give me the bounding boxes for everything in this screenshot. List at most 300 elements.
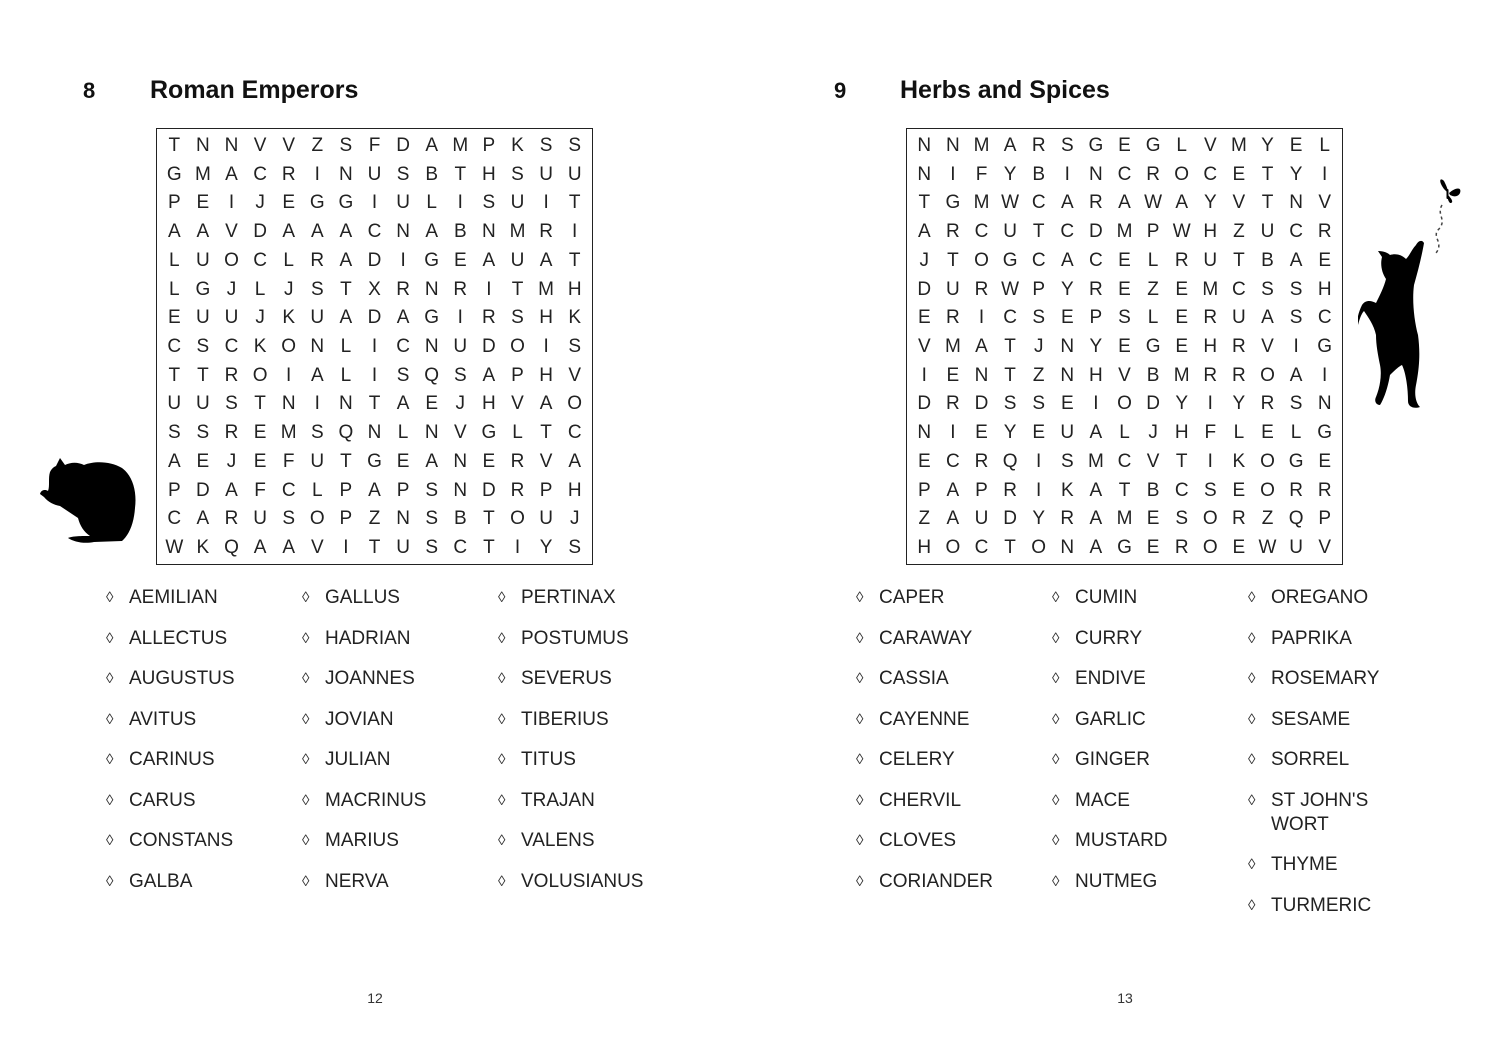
diamond-bullet-icon: ◊ — [498, 832, 506, 849]
grid-letter: L — [283, 249, 294, 271]
grid-letter: C — [1232, 278, 1246, 300]
grid-letter: A — [425, 221, 439, 243]
grid-letter: A — [482, 249, 496, 271]
grid-letter: G — [1145, 134, 1161, 156]
grid-letter: S — [167, 422, 181, 444]
grid-letter: R — [1203, 307, 1218, 329]
grid-letter: C — [974, 221, 989, 243]
word-list-item — [106, 627, 235, 651]
diamond-bullet-icon: ◊ — [1248, 629, 1256, 647]
grid-letter: S — [1289, 393, 1303, 415]
word-list-item — [856, 708, 993, 732]
diamond-bullet-icon: ◊ — [1248, 710, 1256, 728]
diamond-bullet-icon: ◊ — [302, 832, 310, 849]
grid-letter: A — [310, 221, 324, 243]
word-text: SESAME — [1271, 708, 1351, 730]
grid-letter: N — [424, 278, 439, 300]
grid-letter: V — [1261, 335, 1274, 357]
grid-letter: M — [280, 422, 297, 444]
grid-letter: A — [1089, 422, 1103, 444]
grid-letter: Y — [1261, 134, 1274, 156]
grid-letter: U — [510, 192, 525, 214]
word-list-item — [1248, 789, 1379, 837]
grid-letter: L — [254, 278, 266, 300]
word-list-item — [1248, 708, 1379, 732]
grid-letter: G — [367, 450, 382, 472]
grid-letter: I — [950, 422, 956, 444]
puzzle-title: Roman Emperors — [150, 76, 359, 104]
grid-letter: P — [339, 508, 353, 530]
grid-letter: A — [1060, 249, 1074, 271]
grid-letter: L — [1147, 307, 1159, 329]
word-list-item — [106, 789, 235, 813]
grid-letter: H — [1203, 335, 1218, 357]
grid-letter: V — [539, 450, 553, 472]
grid-letter: Z — [1233, 221, 1245, 243]
diamond-bullet-icon: ◊ — [498, 670, 506, 687]
grid-letter: J — [226, 450, 237, 472]
grid-letter: U — [224, 307, 239, 329]
grid-letter: N — [396, 221, 410, 243]
grid-letter: U — [453, 335, 468, 357]
word-text: GALBA — [129, 870, 193, 892]
diamond-bullet-icon: ◊ — [1248, 856, 1256, 873]
word-text: CHERVIL — [879, 789, 962, 811]
grid-letter: R — [224, 364, 239, 386]
grid-letter: L — [397, 422, 409, 444]
grid-letter: M — [1087, 450, 1104, 472]
grid-letter: E — [1232, 479, 1246, 501]
word-text: TIBERIUS — [521, 708, 609, 730]
grid-letter: E — [917, 307, 931, 329]
grid-letter: N — [196, 134, 210, 156]
grid-letter: R — [1089, 278, 1103, 300]
grid-letter: R — [1174, 249, 1189, 271]
grid-letter: R — [1089, 192, 1103, 214]
grid-letter: L — [426, 192, 437, 214]
grid-letter: N — [1317, 393, 1332, 415]
grid-letter: R — [281, 163, 296, 185]
grid-letter: N — [917, 422, 932, 444]
grid-letter: P — [1146, 221, 1160, 243]
diamond-bullet-icon: ◊ — [1248, 896, 1256, 914]
grid-letter: S — [310, 422, 324, 444]
grid-letter: I — [543, 335, 549, 357]
grid-letter: T — [568, 192, 581, 214]
diamond-bullet-icon: ◊ — [1248, 589, 1256, 606]
grid-letter: L — [169, 249, 180, 271]
word-text: MUSTARD — [1075, 830, 1168, 851]
grid-letter: N — [339, 393, 353, 415]
grid-letter: O — [1260, 364, 1275, 386]
grid-letter: C — [974, 537, 989, 559]
grid-letter: J — [455, 393, 466, 415]
grid-letter: A — [282, 221, 296, 243]
grid-letter: C — [1289, 221, 1303, 243]
grid-letter: S — [568, 537, 582, 559]
grid-letter: R — [224, 508, 239, 530]
grid-letter: A — [425, 134, 439, 156]
puzzle-number: 9 — [834, 78, 847, 103]
grid-letter: C — [281, 479, 296, 501]
word-text: ALLECTUS — [129, 627, 228, 649]
grid-letter: O — [1174, 163, 1190, 185]
word-list-item — [1052, 627, 1168, 651]
word-list-column — [1052, 586, 1168, 910]
grid-letter: Y — [1203, 192, 1217, 214]
word-text: CELERY — [879, 749, 955, 770]
grid-letter: G — [1088, 134, 1104, 156]
word-text: AEMILIAN — [129, 587, 218, 608]
grid-letter: E — [1118, 134, 1131, 156]
grid-letter: U — [396, 537, 410, 559]
grid-letter: C — [946, 450, 960, 472]
word-text: ROSEMARY — [1271, 668, 1380, 689]
word-list-item — [498, 586, 643, 610]
grid-letter: N — [946, 134, 960, 156]
grid-letter: R — [946, 221, 960, 243]
grid-letter: E — [1318, 249, 1332, 271]
grid-letter: E — [1232, 537, 1246, 559]
word-text: CLOVES — [879, 830, 957, 851]
word-list-item — [1248, 627, 1379, 651]
grid-letter: Y — [1003, 422, 1017, 444]
grid-letter: U — [196, 307, 210, 329]
word-list-item — [1052, 870, 1168, 894]
word-list-item — [106, 829, 235, 853]
grid-letter: N — [396, 508, 410, 530]
grid-letter: A — [1261, 307, 1274, 329]
word-text: CURRY — [1075, 627, 1143, 649]
grid-letter: S — [1203, 479, 1217, 501]
grid-letter: R — [1317, 479, 1332, 501]
grid-letter: N — [281, 393, 296, 415]
page-number: 13 — [1117, 990, 1133, 1006]
word-list-column — [302, 586, 426, 910]
grid-letter: C — [396, 335, 410, 357]
grid-letter: D — [1003, 508, 1017, 530]
grid-letter: N — [339, 163, 353, 185]
grid-letter: S — [225, 393, 238, 415]
grid-letter: P — [339, 479, 353, 501]
grid-letter: L — [512, 422, 523, 444]
grid-letter: A — [1089, 508, 1103, 530]
grid-letter: R — [539, 221, 553, 243]
word-list-item — [856, 829, 993, 853]
grid-letter: W — [1258, 537, 1277, 559]
grid-letter: E — [975, 422, 988, 444]
grid-letter: E — [482, 450, 496, 472]
grid-letter: S — [1032, 307, 1046, 329]
grid-letter: L — [340, 335, 352, 357]
grid-letter: D — [367, 249, 382, 271]
word-list-item — [856, 789, 993, 813]
grid-letter: G — [424, 307, 440, 329]
word-text: AVITUS — [129, 708, 197, 730]
grid-letter: V — [1118, 364, 1131, 386]
grid-letter: Q — [424, 364, 440, 386]
grid-letter: O — [281, 335, 297, 357]
grid-letter: S — [310, 278, 324, 300]
grid-letter: S — [196, 422, 210, 444]
grid-letter: I — [371, 335, 378, 357]
grid-letter: P — [917, 479, 931, 501]
grid-letter: N — [453, 479, 468, 501]
grid-letter: V — [1318, 537, 1332, 559]
grid-letter: R — [396, 278, 410, 300]
word-search-grid — [156, 128, 593, 565]
grid-letter: M — [538, 278, 554, 300]
grid-letter: I — [228, 192, 235, 214]
word-text: VALENS — [521, 830, 595, 851]
grid-letter: C — [253, 249, 267, 271]
grid-letter: T — [1261, 192, 1274, 214]
grid-letter: G — [309, 192, 325, 214]
grid-letter: L — [1176, 134, 1187, 156]
grid-letter: P — [482, 134, 496, 156]
grid-letter: A — [282, 537, 296, 559]
grid-letter: I — [400, 249, 406, 271]
grid-letter: E — [196, 192, 210, 214]
grid-letter: E — [1261, 422, 1274, 444]
diamond-bullet-icon: ◊ — [1248, 751, 1256, 768]
grid-letter: S — [282, 508, 296, 530]
grid-letter: F — [975, 163, 988, 185]
grid-letter: S — [453, 364, 467, 386]
word-text: SORREL — [1271, 749, 1350, 770]
grid-letter: T — [454, 163, 467, 185]
grid-letter: U — [974, 508, 989, 530]
grid-letter: P — [1089, 307, 1103, 329]
word-text: NUTMEG — [1075, 870, 1158, 892]
word-list-item — [856, 586, 993, 610]
diamond-bullet-icon: ◊ — [1052, 710, 1060, 728]
word-text: CORIANDER — [879, 870, 994, 892]
grid-letter: T — [1261, 163, 1274, 185]
diamond-bullet-icon: ◊ — [856, 872, 864, 890]
word-list-item — [302, 870, 426, 894]
grid-letter: O — [567, 393, 583, 415]
grid-letter: S — [396, 163, 410, 185]
diamond-bullet-icon: ◊ — [106, 832, 114, 849]
grid-letter: N — [974, 364, 989, 386]
grid-letter: S — [425, 537, 439, 559]
word-list-item — [1052, 829, 1168, 853]
grid-letter: E — [396, 450, 410, 472]
grid-letter: C — [224, 335, 239, 357]
grid-letter: F — [254, 479, 266, 501]
grid-letter: N — [1060, 537, 1075, 559]
grid-letter: E — [1146, 508, 1160, 530]
grid-letter: N — [1089, 163, 1103, 185]
grid-letter: A — [339, 221, 353, 243]
word-text: POSTUMUS — [521, 627, 629, 649]
grid-letter: R — [1232, 508, 1246, 530]
diamond-bullet-icon: ◊ — [302, 751, 310, 768]
grid-letter: N — [424, 422, 439, 444]
grid-letter: H — [539, 364, 553, 386]
diamond-bullet-icon: ◊ — [302, 670, 310, 687]
grid-letter: G — [338, 192, 354, 214]
diamond-bullet-icon: ◊ — [1052, 791, 1060, 809]
grid-letter: U — [196, 249, 210, 271]
grid-letter: C — [567, 422, 582, 444]
grid-letter: A — [253, 537, 267, 559]
grid-letter: O — [510, 508, 525, 530]
grid-letter: J — [919, 249, 930, 271]
grid-letter: T — [168, 134, 181, 156]
word-text: GALLUS — [325, 587, 400, 608]
grid-letter: E — [1175, 335, 1189, 357]
word-list-item — [856, 870, 993, 894]
grid-letter: Y — [1003, 163, 1017, 185]
grid-letter: A — [539, 249, 553, 271]
grid-letter: L — [1147, 249, 1159, 271]
grid-letter: V — [1146, 450, 1160, 472]
grid-letter: S — [511, 163, 524, 185]
grid-letter: R — [310, 249, 325, 271]
grid-letter: G — [166, 163, 182, 185]
grid-letter: W — [1001, 278, 1020, 300]
grid-letter: T — [340, 278, 352, 300]
diamond-bullet-icon: ◊ — [302, 791, 310, 809]
grid-letter: G — [1288, 450, 1304, 472]
grid-letter: O — [252, 364, 268, 386]
grid-letter: T — [1004, 364, 1016, 386]
word-text: CASSIA — [879, 668, 949, 689]
grid-letter: Q — [1288, 508, 1304, 530]
diamond-bullet-icon: ◊ — [106, 872, 114, 890]
grid-letter: V — [917, 335, 931, 357]
grid-letter: O — [1202, 508, 1218, 530]
grid-letter: P — [1318, 508, 1332, 530]
grid-letter: J — [255, 192, 265, 214]
grid-letter: A — [167, 221, 181, 243]
grid-letter: C — [167, 508, 182, 530]
grid-letter: M — [944, 335, 961, 357]
word-list-item — [1248, 667, 1379, 691]
grid-letter: S — [1175, 508, 1189, 530]
grid-letter: U — [396, 192, 410, 214]
butterfly-icon — [1440, 179, 1460, 203]
grid-letter: H — [1089, 364, 1103, 386]
grid-letter: A — [1289, 364, 1303, 386]
word-list-item — [302, 586, 426, 610]
grid-letter: S — [339, 134, 353, 156]
grid-letter: H — [917, 537, 932, 559]
grid-letter: C — [253, 163, 267, 185]
grid-letter: K — [511, 134, 524, 156]
grid-letter: K — [1232, 450, 1246, 472]
diamond-bullet-icon: ◊ — [1052, 629, 1060, 647]
grid-letter: R — [1060, 508, 1075, 530]
grid-letter: D — [196, 479, 210, 501]
grid-letter: U — [539, 163, 553, 185]
word-text: CUMIN — [1075, 587, 1138, 608]
grid-letter: U — [167, 393, 182, 415]
grid-letter: W — [1001, 192, 1020, 214]
grid-letter: Z — [368, 508, 381, 530]
grid-letter: B — [453, 221, 467, 243]
grid-letter: M — [1202, 278, 1219, 300]
grid-letter: M — [1116, 508, 1133, 530]
diamond-bullet-icon: ◊ — [1052, 670, 1060, 687]
grid-letter: E — [1289, 134, 1303, 156]
grid-letter: J — [569, 508, 580, 530]
grid-letter: A — [396, 307, 410, 329]
diamond-bullet-icon: ◊ — [856, 710, 864, 728]
word-list-item — [498, 829, 643, 853]
grid-letter: P — [511, 364, 524, 386]
grid-letter: H — [567, 479, 582, 501]
grid-letter: E — [1060, 393, 1074, 415]
diamond-bullet-icon: ◊ — [302, 872, 310, 890]
grid-letter: A — [1060, 192, 1074, 214]
grid-letter: I — [371, 192, 378, 214]
grid-letter: L — [1290, 422, 1302, 444]
grid-letter: Y — [1089, 335, 1103, 357]
grid-letter: Q — [338, 422, 354, 444]
grid-letter: L — [1119, 422, 1130, 444]
grid-letter: E — [1118, 249, 1131, 271]
grid-letter: T — [368, 393, 381, 415]
diamond-bullet-icon: ◊ — [498, 589, 506, 606]
grid-letter: I — [343, 537, 349, 559]
grid-letter: R — [482, 307, 496, 329]
grid-letter: F — [1204, 422, 1217, 444]
grid-letter: E — [1118, 335, 1131, 357]
grid-letter: B — [1146, 364, 1160, 386]
grid-letter: E — [167, 307, 181, 329]
grid-letter: A — [339, 307, 353, 329]
grid-letter: B — [1032, 163, 1046, 185]
grid-letter: G — [424, 249, 440, 271]
grid-letter: Y — [539, 537, 553, 559]
grid-letter: N — [482, 221, 496, 243]
grid-letter: E — [1032, 422, 1046, 444]
grid-letter: D — [253, 221, 267, 243]
grid-letter: U — [539, 508, 553, 530]
word-text: CAYENNE — [879, 708, 970, 730]
grid-letter: N — [1060, 364, 1075, 386]
word-text: PAPRIKA — [1271, 627, 1352, 649]
grid-letter: T — [368, 537, 381, 559]
grid-letter: S — [396, 364, 410, 386]
grid-letter: M — [1230, 134, 1247, 156]
grid-letter: O — [1117, 393, 1132, 415]
word-list-column — [1248, 586, 1379, 934]
grid-letter: A — [1003, 134, 1017, 156]
grid-letter: N — [917, 134, 932, 156]
grid-letter: Z — [311, 134, 324, 156]
grid-letter: V — [511, 393, 524, 415]
grid-letter: T — [947, 249, 959, 271]
grid-letter: Z — [1261, 508, 1274, 530]
grid-letter: A — [425, 450, 439, 472]
word-list-item — [1052, 667, 1168, 691]
grid-letter: Q — [1002, 450, 1018, 472]
grid-letter: Y — [1175, 393, 1189, 415]
grid-letter: I — [457, 192, 463, 214]
grid-letter: I — [1093, 393, 1099, 415]
grid-letter: I — [314, 393, 320, 415]
word-text: TURMERIC — [1271, 894, 1372, 916]
word-text: VOLUSIANUS — [521, 870, 644, 892]
grid-letter: Y — [1060, 278, 1074, 300]
word-list-item — [1248, 853, 1379, 877]
grid-letter: A — [917, 221, 931, 243]
grid-letter: A — [1089, 479, 1103, 501]
